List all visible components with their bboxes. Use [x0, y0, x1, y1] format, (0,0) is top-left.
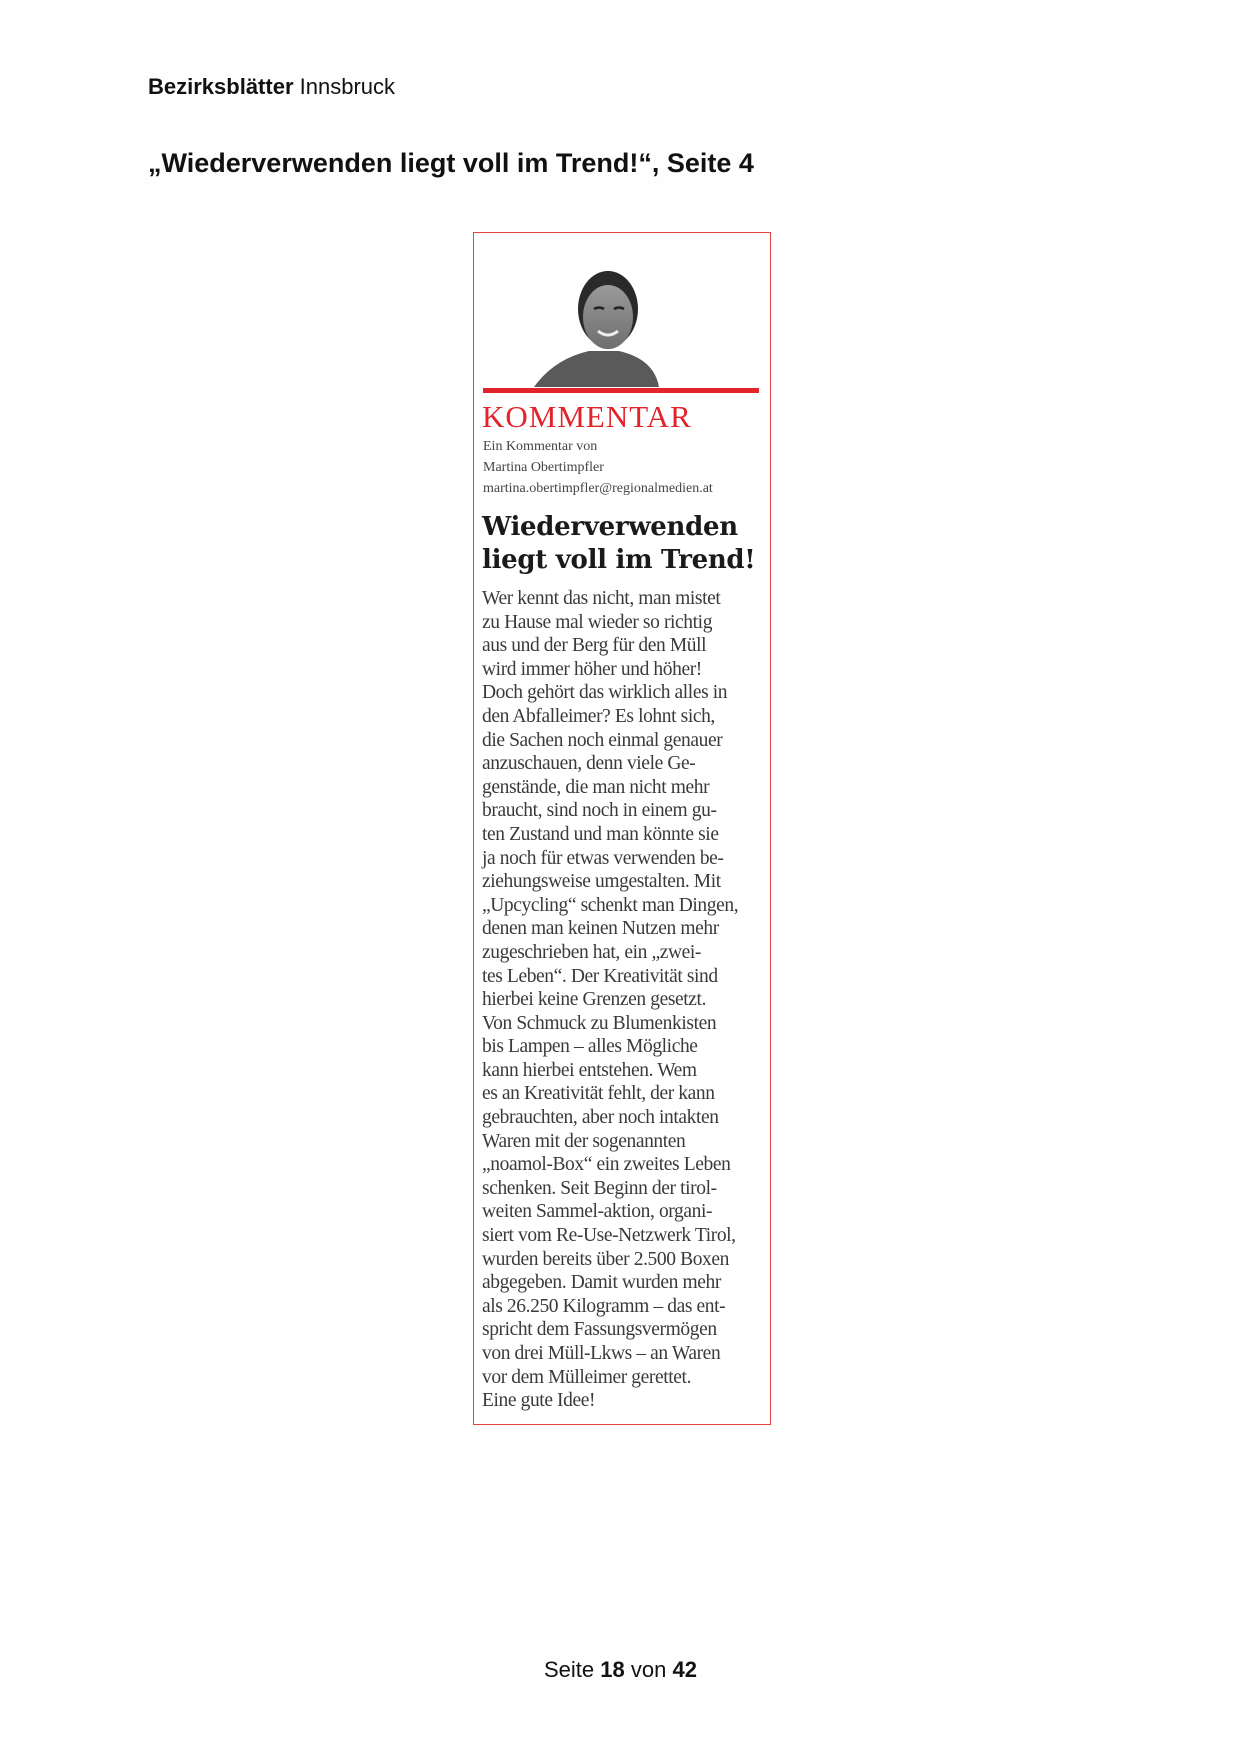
- body-line: Eine gute Idee!: [482, 1390, 596, 1412]
- body-line: schenken. Seit Beginn der tirol-: [482, 1177, 717, 1199]
- body-line: wurden bereits über 2.500 Boxen: [482, 1248, 729, 1270]
- body-line: „Upcycling“ schenkt man Dingen,: [482, 894, 739, 916]
- body-line: abgegeben. Damit wurden mehr: [482, 1272, 721, 1294]
- kicker-divider: [483, 388, 759, 393]
- body-line: die Sachen noch einmal genauer: [482, 729, 723, 751]
- body-line: ten Zustand und man könnte sie: [482, 823, 719, 845]
- body-line: wird immer höher und höher!: [482, 658, 702, 680]
- body-line: weiten Sammel-aktion, organi-: [482, 1201, 713, 1223]
- publication-name: Bezirksblätter: [148, 74, 294, 99]
- page-label: Seite: [544, 1657, 595, 1682]
- body-line: ja noch für etwas verwenden be-: [482, 847, 724, 869]
- body-line: spricht dem Fassungsvermögen: [482, 1319, 717, 1341]
- body-line: tes Leben“. Der Kreativität sind: [482, 965, 718, 987]
- headline-line: Wiederverwenden: [482, 512, 738, 542]
- body-line: es an Kreativität fehlt, der kann: [482, 1083, 715, 1105]
- page-of-label: von: [630, 1657, 667, 1682]
- body-line: von drei Müll-Lkws – an Waren: [482, 1343, 721, 1364]
- author-email: martina.obertimpfler@regionalmedien.at: [483, 481, 713, 496]
- body-line: zu Hause mal wieder so richtig: [482, 611, 713, 633]
- current-page: 18: [600, 1657, 625, 1682]
- body-line: Von Schmuck zu Blumenkisten: [482, 1012, 717, 1034]
- page-number: [0, 1657, 1241, 1683]
- body-line: braucht, sind noch in einem gu-: [482, 800, 717, 822]
- body-line: Doch gehört das wirklich alles in: [482, 682, 728, 704]
- body-line: bis Lampen – alles Mögliche: [482, 1036, 698, 1058]
- publication-header: [148, 74, 395, 100]
- body-line: siert vom Re-Use-Netzwerk Tirol,: [482, 1225, 736, 1247]
- body-line: „noamol-Box“ ein zweites Leben: [482, 1154, 731, 1176]
- body-line: anzuschauen, denn viele Ge-: [482, 753, 696, 775]
- body-line: gebrauchten, aber noch intakten: [482, 1107, 719, 1129]
- body-line: Waren mit der sogenannten: [482, 1130, 686, 1152]
- author-portrait-image: [534, 259, 674, 387]
- total-pages: 42: [672, 1657, 697, 1682]
- body-line: ziehungsweise umgestalten. Mit: [482, 871, 721, 893]
- body-line: kann hierbei entstehen. Wem: [482, 1059, 697, 1081]
- headline-line: liegt voll im Trend!: [482, 545, 756, 575]
- byline-intro: Ein Kommentar von: [483, 439, 598, 454]
- body-line: hierbei keine Grenzen gesetzt.: [482, 989, 707, 1011]
- document-title: „Wiederverwenden liegt voll im Trend!“, Seite 4: [148, 148, 754, 178]
- article-headline: [482, 511, 755, 577]
- body-line: als 26.250 Kilogramm – das ent-: [482, 1295, 726, 1317]
- byline: [483, 436, 713, 499]
- article-body: [482, 587, 738, 1413]
- publication-region: Innsbruck: [299, 74, 396, 99]
- body-line: zugeschrieben hat, ein „zwei-: [482, 941, 702, 963]
- body-line: denen man keinen Nutzen mehr: [482, 918, 719, 940]
- body-line: vor dem Mülleimer gerettet.: [482, 1366, 692, 1388]
- body-line: den Abfalleimer? Es lohnt sich,: [482, 705, 715, 727]
- article-clipping: [473, 232, 771, 1425]
- body-line: genstände, die man nicht mehr: [482, 776, 710, 798]
- body-line: aus und der Berg für den Müll: [482, 635, 707, 657]
- body-line: Wer kennt das nicht, man mistet: [482, 588, 721, 609]
- section-kicker: KOMMENTAR: [482, 399, 692, 434]
- author-name: Martina Obertimpfler: [483, 460, 604, 475]
